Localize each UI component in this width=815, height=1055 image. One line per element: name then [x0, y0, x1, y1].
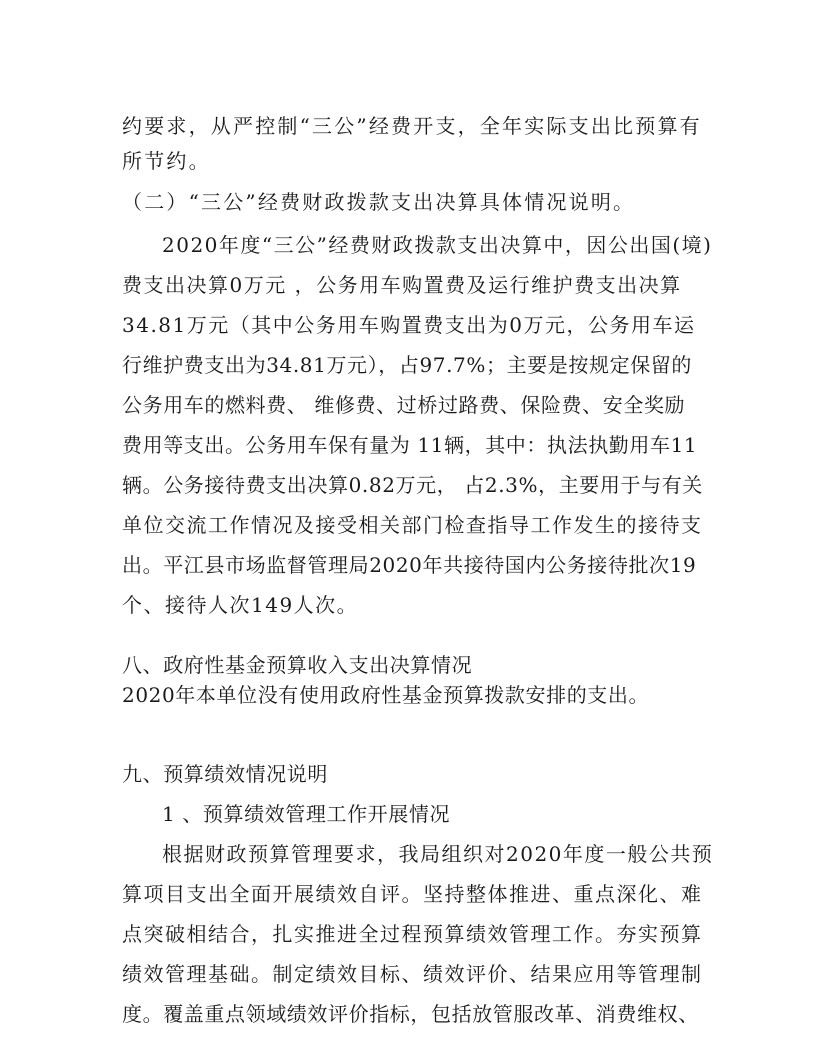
- paragraph-line: 2020年度“三公”经费财政拨款支出决算中，因公出国(境): [162, 233, 713, 257]
- paragraph-line: 根据财政预算管理要求，我局组织对2020年度一般公共预: [162, 842, 714, 866]
- paragraph-line: 2020年本单位没有使用政府性基金预算拨款安排的支出。: [122, 683, 650, 707]
- section-subheading: 1 、预算绩效管理工作开展情况: [162, 802, 451, 826]
- paragraph-line: 算项目支出全面开展绩效自评。坚持整体推进、重点深化、难: [122, 882, 703, 906]
- paragraph-line: 个、接待人次149人次。: [122, 593, 359, 617]
- paragraph-line: 出。平江县市场监督管理局2020年共接待国内公务接待批次19: [122, 553, 697, 577]
- paragraph-line: 公务用车的燃料费、 维修费、过桥过路费、保险费、安全奖励: [122, 393, 686, 417]
- paragraph-line: 费用等支出。公务用车保有量为 11辆，其中：执法执勤用车11: [122, 433, 698, 457]
- paragraph-line: 辆。公务接待费支出决算0.82万元， 占2.3%，主要用于与有关: [122, 473, 703, 497]
- paragraph-line: 34.81万元（其中公务用车购置费支出为0万元，公务用车运: [122, 313, 696, 337]
- paragraph-line: 费支出决算0万元 ，公务用车购置费及运行维护费支出决算: [122, 273, 682, 297]
- paragraph-line: 单位交流工作情况及接受相关部门检查指导工作发生的接待支: [122, 513, 703, 537]
- section-heading: 九、预算绩效情况说明: [122, 762, 328, 786]
- paragraph-line: 行维护费支出为34.81万元），占97.7%；主要是按规定保留的: [122, 353, 692, 377]
- paragraph-line: 绩效管理基础。制定绩效目标、绩效评价、结果应用等管理制: [122, 962, 703, 986]
- paragraph-line: 所节约。: [122, 149, 211, 173]
- paragraph-line: 度。覆盖重点领域绩效评价指标，包括放管服改革、消费维权、: [122, 1002, 699, 1026]
- paragraph-line: 点突破相结合，扎实推进全过程预算绩效管理工作。夯实预算: [122, 922, 703, 946]
- paragraph-line: 约要求，从严控制“三公”经费开支，全年实际支出比预算有: [122, 114, 702, 138]
- section-heading: 八、政府性基金预算收入支出决算情况: [122, 653, 473, 677]
- section-subheading: （二）“三公”经费财政拨款支出决算具体情况说明。: [122, 190, 636, 214]
